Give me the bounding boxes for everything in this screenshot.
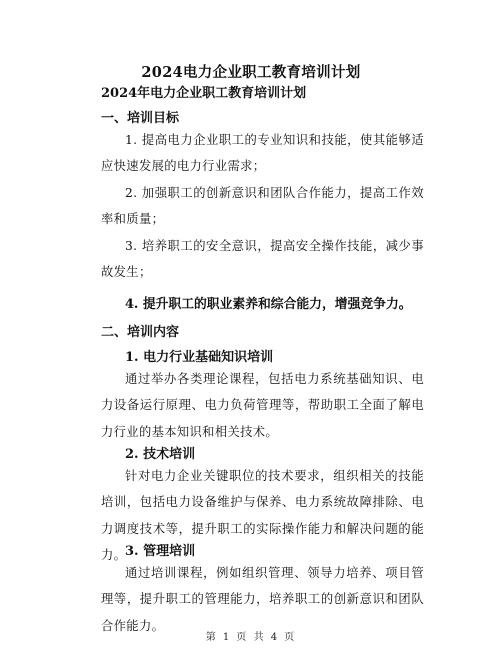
content-text-tech: 针对电力企业关键职位的技术要求，组织相关的技能培训，包括电力设备维护与保养、电力系统故障排除、电力调度技术等，提升职工的实际操作能力和解决问题的能力。 (101, 469, 424, 563)
goal-item-4: 4. 提升职工的职业素养和综合能力，增强竞争力。 (125, 297, 412, 312)
content-heading-basics: 1. 电力行业基础知识培训 (125, 350, 274, 365)
goal-item-1: 1. 提高电力企业职工的专业知识和技能，使其能够适应快速发展的电力行业需求； (101, 133, 424, 174)
goal-item-2: 2. 加强职工的创新意识和团队合作能力，提高工作效率和质量； (101, 186, 424, 227)
content-text-basics: 通过举办各类理论课程，包括电力系统基础知识、电力设备运行原理、电力负荷管理等，帮助职工全面了解电力行业的基本知识和相关技术。 (101, 372, 424, 439)
content-heading-management: 3. 管理培训 (125, 544, 196, 559)
document-subtitle: 2024年电力企业职工教育培训计划 (101, 86, 307, 101)
section-heading-content: 二、培训内容 (101, 325, 180, 340)
page-title: 2024电力企业职工教育培训计划 (141, 64, 361, 81)
content-text-management: 通过培训课程，例如组织管理、领导力培养、项目管理等，提升职工的管理能力，培养职工的创新意识和团队合作能力。 (101, 566, 424, 633)
content-heading-tech: 2. 技术培训 (125, 447, 196, 462)
page-number: 第 1 页 共 4 页 (205, 632, 297, 643)
goal-item-3: 3. 培养职工的安全意识，提高安全操作技能，减少事故发生； (101, 239, 424, 280)
section-heading-goals: 一、培训目标 (101, 111, 180, 126)
